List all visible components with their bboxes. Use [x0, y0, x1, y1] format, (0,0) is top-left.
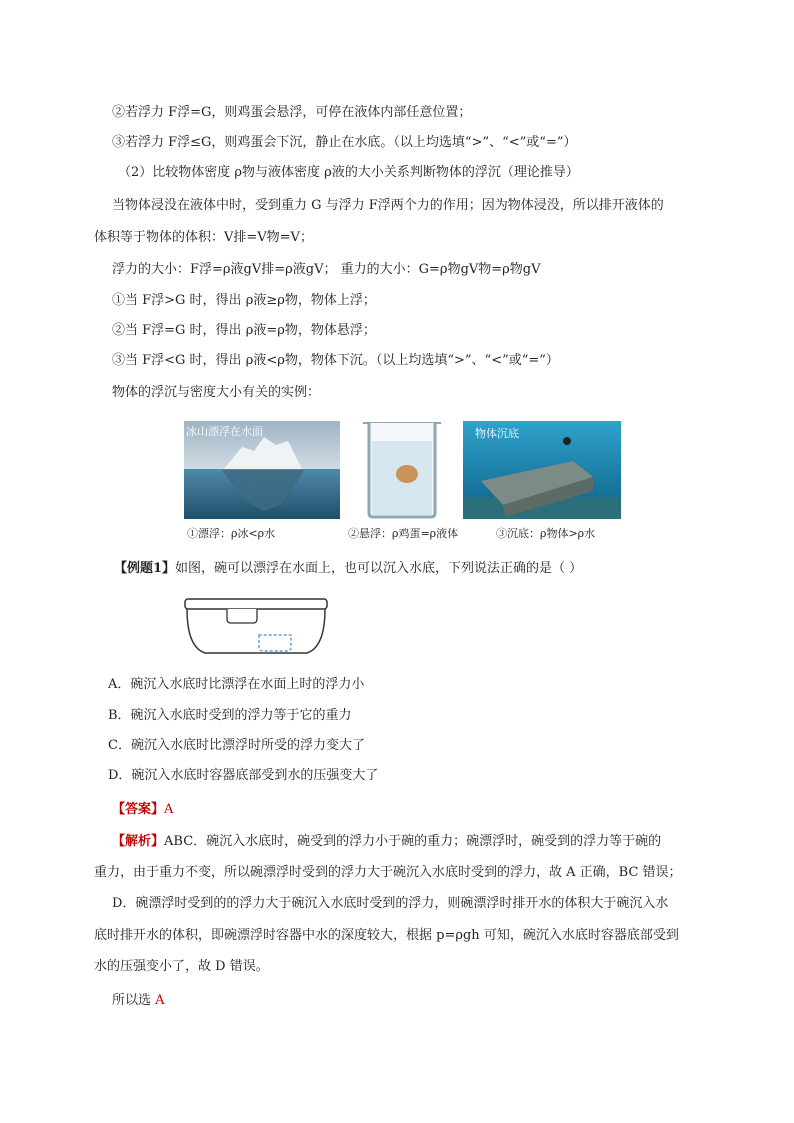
analysis-line-3: D．碗漂浮时受到的的浮力大于碗沉入水底时受到的浮力，则碗漂浮时排开水的体积大于碗沉入水 — [112, 896, 669, 911]
text-line-10: 物体的浮沉与密度大小有关的实例： — [112, 385, 321, 400]
caption-sink: ③沉底：ρ物体>ρ水 — [496, 527, 596, 540]
answer-line — [112, 801, 173, 819]
conclusion-prefix: 所以选 — [112, 993, 156, 1008]
iceberg-label: 冰山漂浮在水面 — [186, 425, 263, 438]
sink-label: 物体沉底 — [475, 427, 519, 440]
example-question — [114, 560, 582, 578]
text-line-3: （2）比较物体密度 ρ物与液体密度 ρ液的大小关系判断物体的浮沉（理论推导） — [118, 165, 579, 180]
beaker-image — [357, 419, 447, 519]
bowl-diagram — [183, 597, 329, 659]
text-line-4: 当物体浸没在液体中时，受到重力 G 与浮力 F浮两个力的作用；因为物体浸没，所以排开液体的 — [112, 198, 664, 213]
analysis-text-1: ABC．碗沉入水底时，碗受到的浮力小于碗的重力；碗漂浮时，碗受到的浮力等于碗的 — [164, 834, 662, 849]
example-text: 如图，碗可以漂浮在水面上，也可以沉入水底，下列说法正确的是（ ） — [175, 561, 583, 576]
caption-float: ①漂浮：ρ冰<ρ水 — [187, 527, 276, 540]
analysis-line-5: 水的压强变小了，故 D 错误。 — [94, 959, 269, 974]
caption-suspend: ②悬浮：ρ鸡蛋=ρ液体 — [348, 527, 459, 540]
answer-value: A — [164, 802, 174, 817]
option-a: A．碗沉入水底时比漂浮在水面上时的浮力小 — [108, 677, 365, 692]
conclusion-answer: A — [155, 993, 165, 1008]
option-b: B．碗沉入水底时受到的浮力等于它的重力 — [108, 708, 352, 723]
text-line-8: ②当 F浮=G 时，得出 ρ液=ρ物，物体悬浮； — [112, 323, 376, 338]
option-d: D．碗沉入水底时容器底部受到水的压强变大了 — [108, 768, 379, 783]
example-tag: 【例题1】 — [114, 561, 176, 576]
analysis-line-4: 底时排开水的体积，即碗漂浮时容器中水的深度较大，根据 p=ρgh 可知，碗沉入水底时容器底部受到 — [94, 928, 679, 943]
text-line-1: ②若浮力 F浮=G，则鸡蛋会悬浮，可停在液体内部任意位置； — [112, 105, 472, 120]
text-line-9: ③当 F浮<G 时，得出 ρ液<ρ物，物体下沉。（以上均选填“>”、“<”或“=”） — [112, 353, 559, 368]
text-line-2: ③若浮力 F浮≤G，则鸡蛋会下沉，静止在水底。（以上均选填“>”、“<”或“=”） — [112, 135, 577, 150]
analysis-line-2: 重力，由于重力不变，所以碗漂浮时受到的浮力大于碗沉入水底时受到的浮力，故 A 正确，BC 错误； — [94, 865, 682, 880]
analysis-tag: 【解析】 — [112, 834, 165, 849]
text-line-7: ①当 F浮>G 时，得出 ρ液≥ρ物，物体上浮； — [112, 293, 376, 308]
answer-tag: 【答案】 — [112, 802, 165, 817]
analysis-line-1 — [112, 833, 661, 851]
text-line-5: 体积等于物体的体积：V排=V物=V； — [94, 230, 313, 245]
conclusion-line — [112, 992, 165, 1010]
option-c: C．碗沉入水底时比漂浮时所受的浮力变大了 — [108, 738, 365, 753]
text-line-6: 浮力的大小：F浮=ρ液gV排=ρ液gV； 重力的大小：G=ρ物gV物=ρ物gV — [112, 262, 541, 277]
